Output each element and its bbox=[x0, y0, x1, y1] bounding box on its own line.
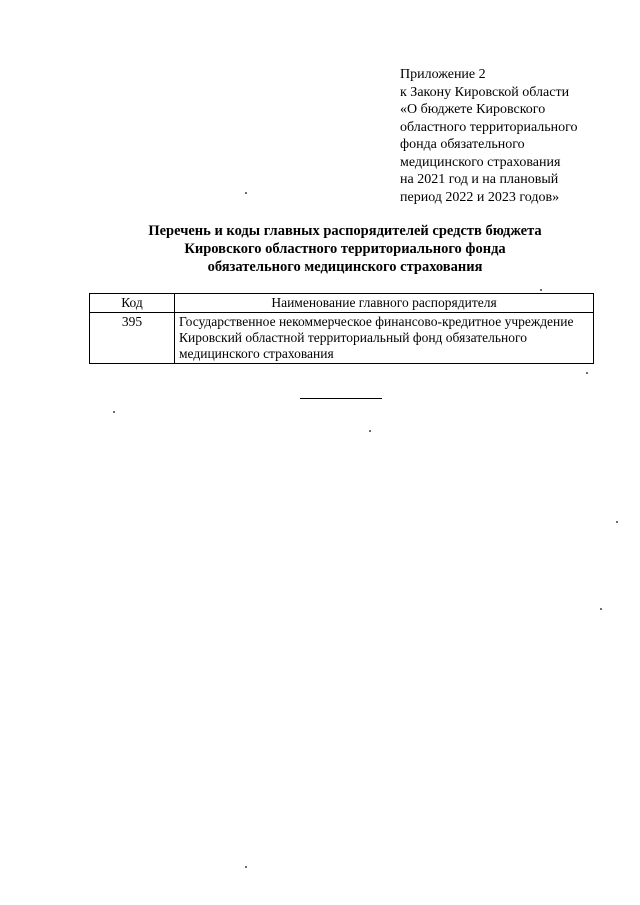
distributors-table bbox=[89, 293, 594, 364]
table-row bbox=[90, 313, 594, 364]
appendix-line: к Закону Кировской области bbox=[400, 84, 570, 100]
appendix-line: «О бюджете Кировского bbox=[400, 102, 546, 117]
document-title bbox=[0, 222, 640, 276]
title-line: Кировского областного территориального фонда bbox=[184, 241, 506, 257]
appendix-line: областного территориального bbox=[400, 119, 578, 135]
scan-speck bbox=[540, 289, 542, 291]
appendix-line: фонда обязательного bbox=[400, 137, 525, 152]
appendix-line: на 2021 год и на плановый bbox=[400, 172, 559, 187]
closing-rule bbox=[300, 398, 382, 399]
title-line: Перечень и коды главных распорядителей средств бюджета bbox=[148, 223, 542, 239]
scan-speck bbox=[245, 192, 247, 194]
table-header-row bbox=[90, 294, 594, 313]
title-line: обязательного медицинского страхования bbox=[207, 259, 483, 275]
name-column-header: Наименование главного распорядителя bbox=[175, 294, 594, 313]
scan-speck bbox=[600, 608, 602, 610]
scan-speck bbox=[586, 372, 588, 374]
scan-speck bbox=[616, 521, 618, 523]
scan-speck bbox=[369, 430, 371, 432]
appendix-note bbox=[400, 66, 630, 206]
distributor-name: Государственное некоммерческое финансово-кредитное учреждение Кировский областной территориальный фонд обязательного медицинского страхования bbox=[175, 313, 594, 364]
code-column-header: Код bbox=[90, 294, 175, 313]
scan-speck bbox=[245, 866, 247, 868]
appendix-line: медицинского страхования bbox=[400, 154, 561, 170]
distributor-code: 395 bbox=[90, 313, 175, 364]
appendix-line: Приложение 2 bbox=[400, 67, 486, 82]
scan-speck bbox=[113, 411, 115, 413]
appendix-line: период 2022 и 2023 годов» bbox=[400, 189, 560, 205]
